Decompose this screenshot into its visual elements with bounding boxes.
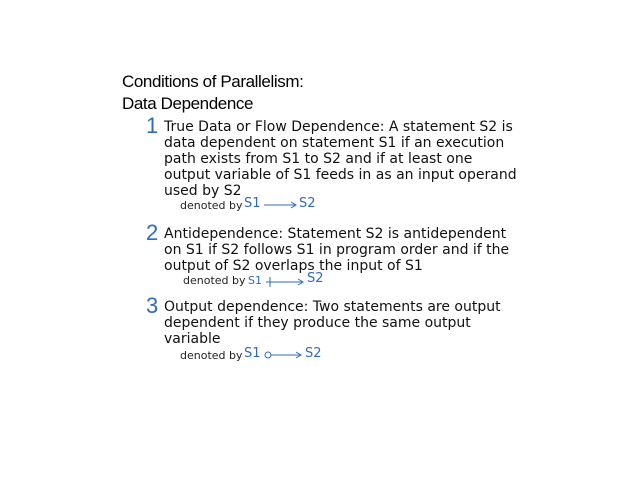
item-2-line: output of S2 overlaps the input of S1: [164, 258, 423, 274]
item-1-line: used by S2: [164, 183, 242, 199]
item-1-line: data dependent on statement S1 if an execution: [164, 135, 505, 151]
antidependence-arrow-icon: [266, 277, 306, 287]
slide-title-line-1: Conditions of Parallelism:: [122, 72, 304, 91]
output-dependence-arrow-icon: [264, 350, 304, 360]
item-3-line: variable: [164, 331, 221, 347]
denoted-by-label-2: denoted by: [183, 274, 246, 287]
item-1-line: True Data or Flow Dependence: A statement S2 is: [164, 119, 513, 135]
item-3-line: Output dependence: Two statements are output: [164, 299, 501, 315]
item-2-line: on S1 if S2 follows S1 in program order and if the: [164, 242, 510, 258]
output-dependence-target: S2: [305, 346, 322, 361]
item-number-1: 1: [146, 113, 159, 138]
output-dependence-source: S1: [244, 346, 261, 361]
item-1-line: path exists from S1 to S2 and if at least one: [164, 151, 473, 167]
antidependence-source: S1: [248, 274, 262, 287]
denoted-by-label-1: denoted by: [180, 199, 243, 212]
flow-dependence-arrow-icon: [264, 200, 298, 210]
item-number-3: 3: [146, 293, 159, 318]
antidependence-target: S2: [307, 271, 324, 286]
flow-dependence-target: S2: [299, 196, 316, 211]
item-1-text: [164, 119, 534, 199]
item-2-line: Antidependence: Statement S2 is antidependent: [164, 226, 507, 242]
item-number-2: 2: [146, 220, 159, 245]
item-3-text: [164, 299, 534, 347]
denoted-by-label-3: denoted by: [180, 349, 243, 362]
slide-title-line-2: Data Dependence: [122, 94, 254, 113]
item-2-text: [164, 226, 534, 274]
item-3-line: dependent if they produce the same output: [164, 315, 471, 331]
item-1-line: output variable of S1 feeds in as an input operand: [164, 167, 517, 183]
flow-dependence-source: S1: [244, 196, 261, 211]
